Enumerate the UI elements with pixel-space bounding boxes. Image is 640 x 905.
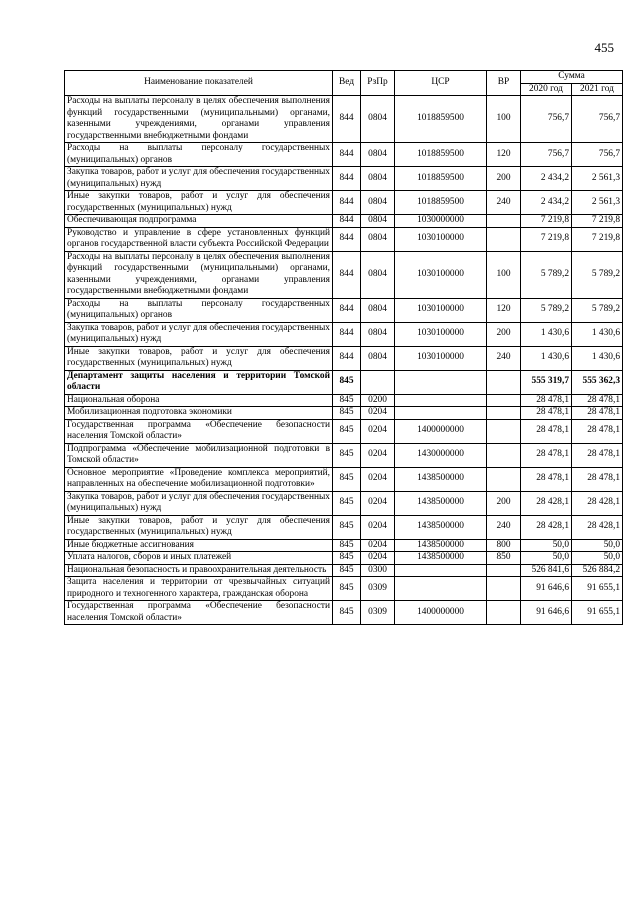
row-ved: 845	[333, 515, 361, 539]
row-csr	[395, 370, 487, 394]
row-ved: 844	[333, 143, 361, 167]
row-csr	[395, 407, 487, 420]
row-csr: 1018859500	[395, 167, 487, 191]
row-vr	[487, 443, 521, 467]
header-csr: ЦСР	[395, 71, 487, 96]
row-csr: 1030100000	[395, 346, 487, 370]
row-name: Иные бюджетные ассигнования	[65, 539, 333, 552]
table-row	[65, 251, 623, 298]
row-vr: 120	[487, 143, 521, 167]
row-sum-2020: 50,0	[521, 539, 572, 552]
row-rzpr: 0204	[361, 419, 395, 443]
row-ved: 844	[333, 215, 361, 228]
row-ved: 845	[333, 467, 361, 491]
row-sum-2020: 28 478,1	[521, 407, 572, 420]
table-row	[65, 370, 623, 394]
row-sum-2020: 2 434,2	[521, 191, 572, 215]
row-name: Национальная безопасность и правоохранительная деятельность	[65, 564, 333, 577]
row-ved: 845	[333, 539, 361, 552]
row-sum-2021: 756,7	[572, 143, 623, 167]
row-ved: 844	[333, 227, 361, 251]
row-rzpr: 0804	[361, 215, 395, 228]
row-sum-2020: 28 428,1	[521, 515, 572, 539]
row-sum-2021: 5 789,2	[572, 298, 623, 322]
row-name: Руководство и управление в сфере установленных функций органов государственной власти субъекта Российской Федерации	[65, 227, 333, 251]
table-row	[65, 143, 623, 167]
row-rzpr: 0204	[361, 443, 395, 467]
row-name: Расходы на выплаты персоналу в целях обеспечения выполнения функций государственными (муниципальными) органами, казенными учреждениями, органами управления государственными внебюджетными фондами	[65, 96, 333, 143]
row-ved: 845	[333, 394, 361, 407]
row-sum-2021: 28 478,1	[572, 419, 623, 443]
row-ved: 845	[333, 577, 361, 601]
row-ved: 845	[333, 419, 361, 443]
table-row	[65, 419, 623, 443]
row-sum-2020: 91 646,6	[521, 601, 572, 625]
table-row	[65, 322, 623, 346]
row-csr: 1438500000	[395, 515, 487, 539]
table-row	[65, 539, 623, 552]
row-csr: 1438500000	[395, 552, 487, 565]
row-rzpr: 0204	[361, 407, 395, 420]
row-sum-2020: 7 219,8	[521, 215, 572, 228]
row-csr: 1438500000	[395, 467, 487, 491]
row-vr	[487, 394, 521, 407]
row-sum-2020: 91 646,6	[521, 577, 572, 601]
row-name: Национальная оборона	[65, 394, 333, 407]
row-rzpr: 0804	[361, 322, 395, 346]
row-csr: 1400000000	[395, 601, 487, 625]
row-sum-2021: 555 362,3	[572, 370, 623, 394]
row-csr: 1018859500	[395, 143, 487, 167]
table-header-row	[65, 71, 623, 84]
row-vr: 120	[487, 298, 521, 322]
row-name: Обеспечивающая подпрограмма	[65, 215, 333, 228]
row-vr: 240	[487, 191, 521, 215]
row-name: Департамент защиты населения и территории Томской области	[65, 370, 333, 394]
row-sum-2020: 2 434,2	[521, 167, 572, 191]
row-vr	[487, 407, 521, 420]
row-csr: 1030100000	[395, 298, 487, 322]
table-row	[65, 298, 623, 322]
row-sum-2021: 2 561,3	[572, 191, 623, 215]
row-name: Основное мероприятие «Проведение комплекса мероприятий, направленных на обеспечение мобилизационной подготовки»	[65, 467, 333, 491]
row-sum-2020: 756,7	[521, 96, 572, 143]
table-row	[65, 491, 623, 515]
row-name: Мобилизационная подготовка экономики	[65, 407, 333, 420]
row-csr: 1438500000	[395, 491, 487, 515]
row-csr: 1030100000	[395, 322, 487, 346]
table-row	[65, 515, 623, 539]
row-sum-2021: 7 219,8	[572, 215, 623, 228]
row-sum-2021: 28 478,1	[572, 467, 623, 491]
table-row	[65, 167, 623, 191]
table-row	[65, 552, 623, 565]
header-rzpr: РзПр	[361, 71, 395, 96]
row-vr: 240	[487, 346, 521, 370]
row-csr: 1430000000	[395, 443, 487, 467]
row-sum-2020: 28 428,1	[521, 491, 572, 515]
row-rzpr: 0204	[361, 515, 395, 539]
row-vr	[487, 601, 521, 625]
row-vr	[487, 577, 521, 601]
row-sum-2020: 5 789,2	[521, 298, 572, 322]
row-sum-2021: 1 430,6	[572, 346, 623, 370]
row-vr: 200	[487, 491, 521, 515]
row-csr	[395, 577, 487, 601]
row-sum-2021: 50,0	[572, 539, 623, 552]
row-csr: 1030100000	[395, 251, 487, 298]
table-body	[65, 96, 623, 625]
row-ved: 844	[333, 251, 361, 298]
row-sum-2020: 28 478,1	[521, 419, 572, 443]
row-csr	[395, 564, 487, 577]
header-sum: Сумма	[521, 71, 623, 84]
row-sum-2020: 1 430,6	[521, 322, 572, 346]
row-rzpr: 0204	[361, 467, 395, 491]
header-2021: 2021 год	[572, 83, 623, 96]
row-sum-2020: 1 430,6	[521, 346, 572, 370]
row-csr: 1018859500	[395, 191, 487, 215]
page-number: 455	[594, 40, 614, 55]
row-rzpr: 0204	[361, 491, 395, 515]
row-ved: 845	[333, 370, 361, 394]
row-name: Расходы на выплаты персоналу в целях обеспечения выполнения функций государственными (муниципальными) органами, казенными учреждениями, органами управления государственными внебюджетными фондами	[65, 251, 333, 298]
row-name: Закупка товаров, работ и услуг для обеспечения государственных (муниципальных) нужд	[65, 167, 333, 191]
row-csr: 1018859500	[395, 96, 487, 143]
row-rzpr: 0804	[361, 346, 395, 370]
table-row	[65, 394, 623, 407]
row-name: Государственная программа «Обеспечение безопасности населения Томской области»	[65, 419, 333, 443]
row-name: Закупка товаров, работ и услуг для обеспечения государственных (муниципальных) нужд	[65, 491, 333, 515]
row-sum-2021: 28 478,1	[572, 443, 623, 467]
table-row	[65, 96, 623, 143]
row-name: Иные закупки товаров, работ и услуг для обеспечения государственных (муниципальных) нужд	[65, 346, 333, 370]
row-sum-2020: 28 478,1	[521, 443, 572, 467]
row-name: Уплата налогов, сборов и иных платежей	[65, 552, 333, 565]
row-rzpr: 0309	[361, 601, 395, 625]
row-rzpr: 0804	[361, 143, 395, 167]
row-vr: 100	[487, 251, 521, 298]
row-name: Защита населения и территории от чрезвычайных ситуаций природного и техногенного характера, гражданская оборона	[65, 577, 333, 601]
row-name: Иные закупки товаров, работ и услуг для обеспечения государственных (муниципальных) нужд	[65, 515, 333, 539]
row-sum-2020: 555 319,7	[521, 370, 572, 394]
row-csr: 1438500000	[395, 539, 487, 552]
row-vr: 850	[487, 552, 521, 565]
row-ved: 844	[333, 191, 361, 215]
header-2020: 2020 год	[521, 83, 572, 96]
row-sum-2020: 756,7	[521, 143, 572, 167]
row-rzpr	[361, 370, 395, 394]
row-rzpr: 0804	[361, 251, 395, 298]
table-row	[65, 443, 623, 467]
header-ved: Вед	[333, 71, 361, 96]
row-sum-2021: 28 428,1	[572, 515, 623, 539]
row-sum-2021: 50,0	[572, 552, 623, 565]
row-rzpr: 0804	[361, 167, 395, 191]
row-name: Расходы на выплаты персоналу государственных (муниципальных) органов	[65, 143, 333, 167]
row-sum-2020: 5 789,2	[521, 251, 572, 298]
row-ved: 845	[333, 443, 361, 467]
row-sum-2021: 91 655,1	[572, 601, 623, 625]
row-vr	[487, 227, 521, 251]
row-sum-2020: 50,0	[521, 552, 572, 565]
budget-table	[64, 70, 623, 625]
row-ved: 845	[333, 564, 361, 577]
row-vr: 240	[487, 515, 521, 539]
table-row	[65, 407, 623, 420]
row-rzpr: 0300	[361, 564, 395, 577]
row-sum-2021: 28 478,1	[572, 394, 623, 407]
table-row	[65, 215, 623, 228]
row-vr	[487, 370, 521, 394]
row-csr: 1030100000	[395, 227, 487, 251]
row-rzpr: 0204	[361, 552, 395, 565]
row-ved: 844	[333, 167, 361, 191]
row-sum-2020: 28 478,1	[521, 467, 572, 491]
row-vr: 800	[487, 539, 521, 552]
row-rzpr: 0804	[361, 191, 395, 215]
table-row	[65, 601, 623, 625]
row-csr	[395, 394, 487, 407]
table-row	[65, 467, 623, 491]
row-ved: 845	[333, 491, 361, 515]
row-sum-2020: 7 219,8	[521, 227, 572, 251]
row-csr: 1030000000	[395, 215, 487, 228]
row-ved: 844	[333, 96, 361, 143]
row-ved: 844	[333, 298, 361, 322]
row-name: Расходы на выплаты персоналу государственных (муниципальных) органов	[65, 298, 333, 322]
row-name: Закупка товаров, работ и услуг для обеспечения государственных (муниципальных) нужд	[65, 322, 333, 346]
table-row	[65, 577, 623, 601]
row-ved: 845	[333, 552, 361, 565]
row-name: Иные закупки товаров, работ и услуг для обеспечения государственных (муниципальных) нужд	[65, 191, 333, 215]
row-sum-2021: 5 789,2	[572, 251, 623, 298]
row-ved: 844	[333, 322, 361, 346]
row-sum-2021: 91 655,1	[572, 577, 623, 601]
table-row	[65, 346, 623, 370]
row-ved: 845	[333, 601, 361, 625]
row-sum-2021: 28 428,1	[572, 491, 623, 515]
table-row	[65, 191, 623, 215]
row-rzpr: 0200	[361, 394, 395, 407]
row-sum-2020: 526 841,6	[521, 564, 572, 577]
row-sum-2021: 1 430,6	[572, 322, 623, 346]
row-vr	[487, 467, 521, 491]
row-rzpr: 0204	[361, 539, 395, 552]
row-rzpr: 0804	[361, 227, 395, 251]
row-sum-2021: 526 884,2	[572, 564, 623, 577]
row-rzpr: 0804	[361, 298, 395, 322]
row-rzpr: 0804	[361, 96, 395, 143]
table-row	[65, 227, 623, 251]
row-name: Подпрограмма «Обеспечение мобилизационной подготовки в Томской области»	[65, 443, 333, 467]
row-ved: 844	[333, 346, 361, 370]
row-sum-2021: 756,7	[572, 96, 623, 143]
row-ved: 845	[333, 407, 361, 420]
row-name: Государственная программа «Обеспечение безопасности населения Томской области»	[65, 601, 333, 625]
row-vr: 100	[487, 96, 521, 143]
row-sum-2020: 28 478,1	[521, 394, 572, 407]
row-vr	[487, 419, 521, 443]
header-vr: ВР	[487, 71, 521, 96]
header-name: Наименование показателей	[65, 71, 333, 96]
table-row	[65, 564, 623, 577]
row-sum-2021: 2 561,3	[572, 167, 623, 191]
row-vr	[487, 564, 521, 577]
row-vr: 200	[487, 167, 521, 191]
row-rzpr: 0309	[361, 577, 395, 601]
row-vr	[487, 215, 521, 228]
row-csr: 1400000000	[395, 419, 487, 443]
row-vr: 200	[487, 322, 521, 346]
row-sum-2021: 28 478,1	[572, 407, 623, 420]
row-sum-2021: 7 219,8	[572, 227, 623, 251]
